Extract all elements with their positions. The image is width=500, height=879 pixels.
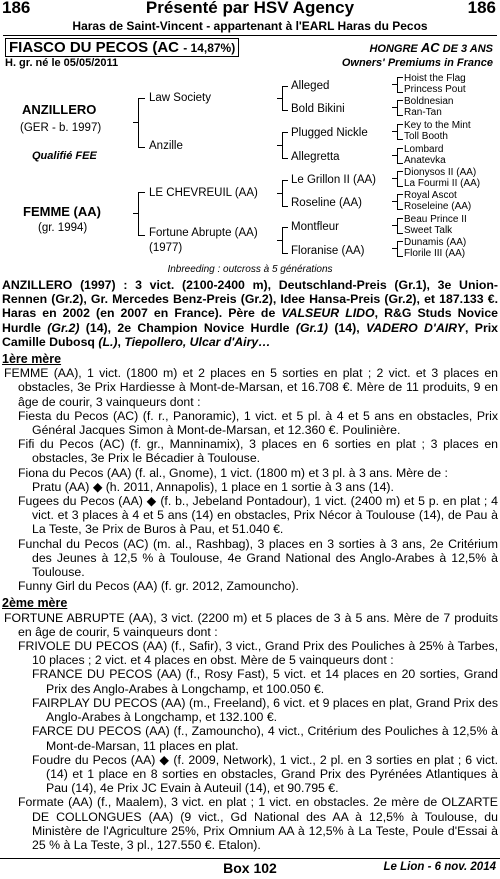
sale-source: Le Lion - 6 nov. 2014 — [383, 861, 496, 873]
ped-g4-11: Royal Ascot — [404, 190, 457, 201]
sire-paragraph — [2, 278, 498, 349]
sire-text-h: VADERO D'AIRY — [365, 320, 465, 335]
ped-g4-8: Anatevka — [404, 155, 446, 166]
ped-g4-13: Beau Prince II — [404, 214, 467, 225]
bracket-g3-4-tick — [392, 155, 397, 156]
horse-namebox — [5, 38, 495, 70]
ped-sire-info: (GER - b. 1997) — [20, 122, 102, 134]
ped-g2-2: Anzille — [149, 140, 183, 152]
bracket-g2-4 — [282, 227, 288, 254]
ped-g4-1: Hoist the Flag — [404, 73, 466, 84]
birth-line: H. gr. né le 05/05/2011 — [5, 57, 119, 69]
sire-text-d: (Gr.2) — [47, 320, 80, 335]
section-second-dam-title: 2ème mère — [2, 596, 68, 611]
catalogue-body — [2, 278, 498, 852]
sire-text-j: (L.) — [98, 334, 118, 349]
inbreeding-note: Inbreeding : outcross à 5 générations — [167, 264, 333, 275]
ped-g4-5: Key to the Mint — [404, 120, 471, 131]
lot-number-right: 186 — [467, 0, 496, 17]
bracket-g2-1-tick — [277, 98, 282, 99]
first-dam-produce-1: Fiesta du Pecos (AC) (f. r., Panoramic), 1 vict. et 5 pl. à 4 et 5 ans en obstacles, Prix Général Jacques Simon à Mont-de-Marsan, et 12.360 €. Poulinière. — [18, 408, 498, 438]
ped-g3-8: Floranise (AA) — [291, 245, 365, 257]
bracket-g3-2-tick — [392, 107, 397, 108]
first-dam-produce-2: Fifi du Pecos (AC) (f. gr., Manninamix), 3 places en 6 sorties en plat ; 3 places en obstacles, 3e Prix le Bécadier à Toulouse. — [18, 437, 498, 466]
first-dam-produce-3: Fiona du Pecos (AA) (f. al., Gnome), 1 vict. (1800 m) et 3 pl. à 3 ans. Mère de : — [18, 465, 448, 480]
second-dam-grandproduce-4: Foudre du Pecos (AA) ◆ (f. 2009, Network), 1 vict., 2 pl. en 3 sorties en plat ; 6 vict. (14) et 1 place en 8 sorties en obstacles, Grand Prix des Pyrénées Atlantiques à Pau (14), 4e Prix JC Evain à Auteuil (14), et 90.795 €. — [32, 752, 498, 796]
second-dam-grandproduce-2: FAIRPLAY DU PECOS (AA) (m., Freeland), 6 vict. et 9 places en plat, Grand Prix des Anglo-Arabes à Longchamp, et 132.100 €. — [32, 695, 498, 725]
sire-text-f: (Gr.1) — [295, 320, 328, 335]
ped-g4-4: Ran-Tan — [404, 107, 442, 118]
bracket-g2-4-tick — [277, 240, 282, 241]
second-dam-entry: FORTUNE ABRUPTE (AA), 3 vict. (2200 m) et 5 places de 3 à 5 ans. Mère de 7 produits en âge de courir, 5 vainqueurs dont : — [4, 610, 498, 639]
sire-text-k: , — [117, 334, 125, 349]
bracket-dam-tick — [133, 213, 138, 214]
ped-dam-info: (gr. 1994) — [38, 222, 88, 234]
ped-g2-3: LE CHEVREUIL (AA) — [149, 187, 258, 199]
first-dam-produce-6: Funny Girl du Pecos (AA) (f. gr. 2012, Zamouncho). — [18, 579, 299, 594]
ped-g3-3: Plugged Nickle — [291, 127, 368, 139]
bracket-g2-3 — [282, 180, 288, 207]
bracket-g3-6-tick — [392, 201, 397, 202]
section-first-dam-title: 1ère mère — [2, 352, 62, 367]
sire-text-e: (14), 2e Champion Novice Hurdle — [79, 320, 296, 335]
second-dam-produce-1: FRIVOLE DU PECOS (AA) (f., Safir), 3 vict., Grand Prix des Pouliches à 25% à Tarbes, 10 places ; 2 vict. et 4 places en obst. Mère de 5 vainqueurs dont : — [18, 639, 498, 668]
ped-g3-1: Alleged — [291, 80, 330, 92]
first-dam-grandproduce-1: Pratu (AA) ◆ (h. 2011, Annapolis), 1 place en 1 sortie à 3 ans (14). — [32, 479, 394, 494]
sire-text-i: , Prix Camille Dubosq — [2, 320, 498, 349]
second-dam-grandproduce-1: FRANCE DU PECOS (AA) (f., Rosy Fast), 5 vict. et 14 places en 20 sorties, Grand Prix des Anglo-Arabes à Longchamp, et 100.050 €. — [32, 667, 498, 696]
bracket-g3-5 — [397, 171, 403, 187]
ped-g4-15: Dunamis (AA) — [404, 237, 467, 248]
sire-text-c: , R&G Studs Novice Hurdle — [2, 306, 498, 335]
bracket-g2-1 — [282, 86, 288, 111]
first-dam-produce-4: Fugees du Pecos (AA) ◆ (f. b., Jebeland Pontadour), 1 vict. (2400 m) et 5 p. en plat ; 4 vict. et 3 places à 4 et 5 ans (14) en obstacles, Prix Nécor à Toulouse (14), de Pau à La Teste, 3e Prix de Buros à Pau, et 51.040 €. — [18, 494, 498, 537]
bracket-g3-4 — [397, 148, 403, 164]
ped-g3-6: Roseline (AA) — [291, 197, 362, 209]
bracket-g3-8 — [397, 241, 403, 257]
ped-g2-4b: (1977) — [149, 242, 183, 254]
ped-g4-3: Boldnesian — [404, 96, 454, 107]
bracket-dam — [138, 192, 145, 236]
ped-g4-12: Roseleine (AA) — [404, 201, 472, 212]
owners-premiums: Owners' Premiums in France — [341, 57, 493, 69]
ped-dam: FEMME (AA) — [23, 204, 101, 219]
sex-post: DE 3 ANS — [439, 43, 493, 55]
ped-g2-4: Fortune Abrupte (AA) — [149, 227, 258, 239]
ped-g3-4: Allegretta — [291, 151, 340, 163]
ped-g3-5: Le Grillon II (AA) — [291, 174, 376, 186]
bracket-g3-1-tick — [392, 84, 397, 85]
bracket-g3-3 — [397, 124, 403, 140]
sire-text-b: VALSEUR LIDO — [281, 306, 375, 321]
header-rule — [3, 35, 497, 36]
first-dam-entry: FEMME (AA), 1 vict. (1800 m) et 2 places en 5 sorties en plat ; 2 vict. et 3 places en obstacles, 3e Prix Hardiesse à Mont-de-Marsan, et 16.708 €. Mère de 11 produits, 9 en âge de courir, 3 vainqueurs dont : — [4, 366, 498, 409]
bracket-g3-5-tick — [392, 178, 397, 179]
sire-text-a: ANZILLERO (1997) : 3 vict. (2100-2400 m), Deutschland-Preis (Gr.1), 3e Union-Rennen (Gr.2), Gr. Mercedes Benz-Preis (Gr.2), Idee Hansa-Preis (Gr.2), et 187.133 €. Haras en 2002 (en 2007 en France). Père de — [2, 278, 498, 321]
ped-g4-10: La Fourmi II (AA) — [404, 178, 481, 189]
sire-text-g: (14), — [327, 320, 366, 335]
sex-ac: AC — [420, 40, 440, 55]
sex-pre: HONGRE — [369, 43, 421, 55]
bracket-g2-3-tick — [277, 193, 282, 194]
ped-sire: ANZILLERO — [22, 102, 97, 117]
ped-g4-6: Toll Booth — [404, 131, 448, 142]
lot-number-left: 186 — [2, 0, 31, 17]
bracket-g3-6 — [397, 194, 403, 210]
ped-g4-9: Dionysos II (AA) — [404, 167, 477, 178]
sire-text-l: Tiepollero, Ulcar d'Airy… — [124, 334, 271, 349]
bracket-sire — [138, 98, 145, 148]
ped-sire-note: Qualifié FEE — [32, 150, 97, 162]
horse-name-text: FIASCO DU PECOS (AC — [9, 39, 180, 56]
ped-g4-7: Lombard — [404, 144, 444, 155]
first-dam-produce-5: Funchal du Pecos (AC) (m. al., Rashbag), 3 places en 3 sorties à 3 ans, 2e Critérium des Jeunes à 12,5 % à Toulouse, 4e Grand National des Anglo-Arabes à 12,5% à Toulouse. — [18, 536, 498, 580]
ped-g2-1: Law Society — [149, 92, 212, 104]
pedigree-table — [0, 74, 500, 280]
bracket-sire-tick — [133, 122, 138, 123]
ped-g4-2: Princess Pout — [404, 84, 466, 95]
bracket-g3-8-tick — [392, 248, 397, 249]
box-number: Box 102 — [223, 860, 277, 876]
horse-pct: - 14,87%) — [183, 41, 236, 55]
agency-title: Présenté par HSV Agency — [145, 0, 355, 17]
bracket-g3-1 — [397, 77, 403, 93]
bracket-g3-3-tick — [392, 131, 397, 132]
page-footer — [0, 858, 500, 879]
second-dam-grandproduce-3: FARCE DU PECOS (AA) (f., Zamouncho), 4 vict., Critérium des Pouliches à 12,5% à Mont-de-Marsan, 11 places en plat. — [32, 724, 498, 753]
haras-line: Haras de Saint-Vincent - appartenant à l'EARL Haras du Pecos — [72, 19, 428, 33]
ped-g3-7: Montfleur — [291, 221, 339, 233]
ped-g4-14: Sweet Talk — [404, 225, 453, 236]
horse-sex-age — [369, 40, 493, 55]
ped-g4-16: Florile III (AA) — [404, 248, 466, 259]
bracket-g3-7-tick — [392, 225, 397, 226]
ped-g3-2: Bold Bikini — [291, 103, 345, 115]
bracket-g3-7 — [397, 218, 403, 234]
bracket-g2-2 — [282, 132, 288, 159]
second-dam-produce-2: Formate (AA) (f., Maalem), 3 vict. en plat ; 1 vict. en obstacles. 2e mère de OLZARTE DE COLLONGUES (AA) (9 vict., Gd National des AA à 12,5% à Toulouse, du Ministère de l'Agriculture 25%, Prix Omnium AA à 12,5% à La Teste, Poule d'Essai à 25 % à La Teste, 3 pl., 127.550 €. Etalon). — [18, 795, 498, 852]
bracket-g2-2-tick — [277, 145, 282, 146]
bracket-g3-2 — [397, 100, 403, 116]
horse-name — [5, 38, 239, 57]
